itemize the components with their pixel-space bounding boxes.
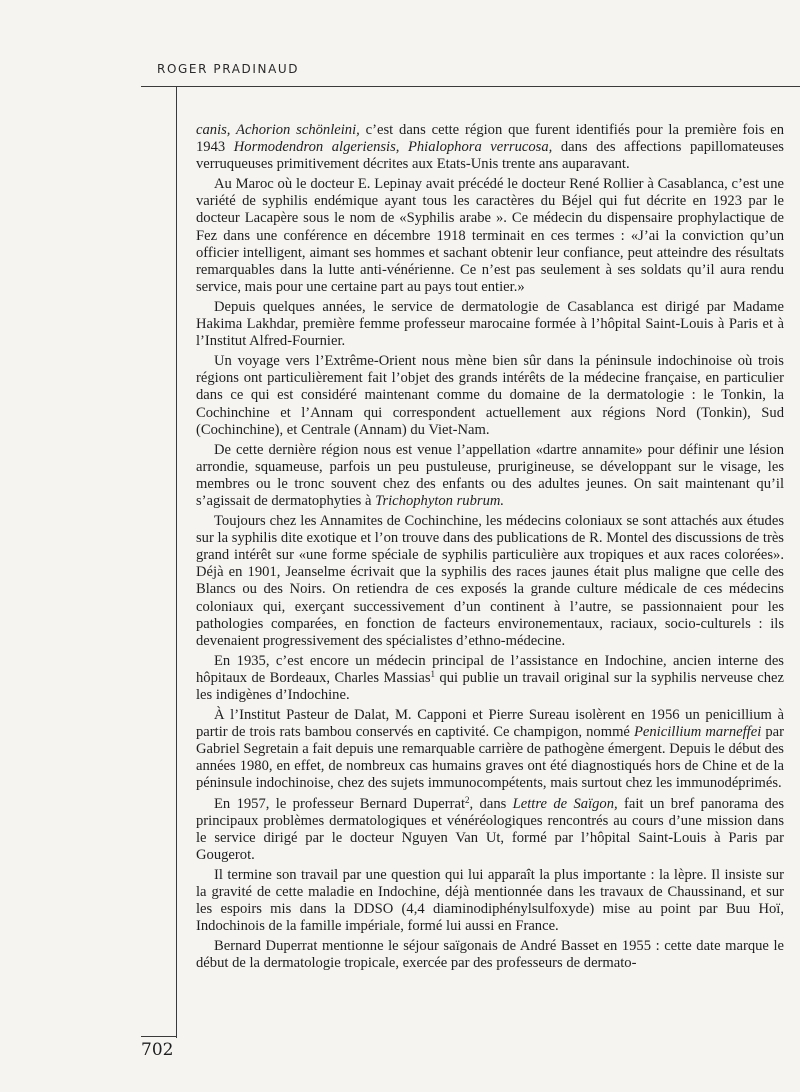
page-number: 702 (141, 1040, 174, 1060)
running-head: ROGER PRADINAUD (157, 62, 300, 76)
text-run: Depuis quelques années, le service de dermatologie de Casablanca est dirigé par Madame Hakima Lakhdar, première femme professeur marocaine formée à l’hôpital Saint-Louis à Paris et à l’Institut Alfred-Fournier. (196, 298, 784, 350)
paragraph (196, 176, 784, 296)
paragraph (196, 353, 784, 438)
paragraph (196, 707, 784, 792)
italic-run: canis, Achorion schönleini, (196, 122, 360, 138)
text-run: dans des affections papillomateuses verruqueuses primitivement décrites aux Etats-Unis trente ans auparavant. (196, 139, 784, 173)
text-run: À l’Institut Pasteur de Dalat, M. Capponi et Pierre Sureau isolèrent en 1956 un penicillium à partir de trois rats bambou conservés en captivité. Ce champigon, nommé (196, 707, 784, 741)
paragraph (196, 653, 784, 704)
paragraph (196, 442, 784, 510)
text-run: par Gabriel Segretain a fait depuis une remarquable carrière de pathogène émergent. Depuis le début des années 1980, en effet, de nombreux cas humains graves ont été diagnostiqués hors de Chine et de la péninsule indochinoise, chez des sujets immunocompétents, mais surtout chez les immunodéprimés. (196, 724, 784, 792)
footer-rule (141, 1036, 177, 1037)
text-run: Bernard Duperrat mentionne le séjour saïgonais de André Basset en 1955 : cette date marque le début de la dermatologie tropicale, exercée par des professeurs de dermato- (196, 938, 784, 972)
text-run: Toujours chez les Annamites de Cochinchine, les médecins coloniaux se sont attachés aux études sur la syphilis dite exotique et l’on trouve dans des publications de R. Montel des discussions de très grand intérêt sur «une forme spéciale de syphilis particulière aux tropiques et aux races colorées». Déjà en 1901, Jeanselme écrivait que la syphilis des races jaunes était plus maligne que celle des Blancs ou des Noirs. On retiendra de ces exposés la grande culture médicale de ces médecins coloniaux qui, exerçant successivement d’un continent à l’autre, se passionnaient pour les pathologies comparées, en fonction de facteurs environementaux, raciaux, socio-culturels : ils devenaient progressivement des spécialistes d’ethno-médecine. (196, 513, 784, 649)
paragraph (196, 867, 784, 935)
paragraph (196, 513, 784, 650)
text-run: Il termine son travail par une question qui lui apparaît la plus importante : la lèpre. Il insiste sur la gravité de cette maladie en Indochine, déjà mentionnée dans les travaux de Chaussinand, et sur les espoirs mis dans la DDSO (4,4 diaminodiphénylsulfoxyde) mise au point par Buu Hoï, Indochinois de la famille impériale, formé lui aussi en France. (196, 866, 784, 935)
body-text (196, 122, 784, 976)
margin-rule (176, 86, 177, 1038)
text-run: fait un bref panorama des principaux problèmes dermatologiques et vénéréologiques rencontrés au cours d’une mission dans le service dirigé par le docteur Nguyen Van Ut, formé par l’hôpital Saint-Louis à Paris par Gougerot. (196, 795, 784, 863)
italic-run: Penicillium marneffei (633, 724, 762, 741)
text-run: Au Maroc où le docteur E. Lepinay avait précédé le docteur René Rollier à Casablanca, c’est une variété de syphilis endémique ayant tous les caractères du Béjel qui fut décrite en 1923 par le docteur Lacapère sous le nom de «Syphilis arabe ». Ce médecin du dispensaire prophylactique de Fez dans une conférence en décembre 1918 terminait en ces termes : «J’ai la conviction qu’un officier intelligent, aimant ses hommes et sachant obtenir leur confiance, peut atteindre des résultats remarquables dans la lutte anti-vénérienne. Ce n’est pas seulement à ses soldats qu’il aura rendu service, mais pour une certaine part au pays tout entier.» (196, 176, 784, 295)
paragraph (196, 122, 784, 173)
header-rule (141, 86, 800, 87)
text-run: En 1935, c’est encore un médecin principal de l’assistance en Indochine, ancien interne des hôpitaux de Bordeaux, Charles Massias (196, 652, 784, 686)
text-run: Un voyage vers l’Extrême-Orient nous mène bien sûr dans la péninsule indochinoise où trois régions ont particulièrement fait l’objet des grands intérêts de la médecine française, en particulier dans ce qui est considéré maintenant comme du domaine de la dermatologie : le Tonkin, la Cochinchine et l’Annam qui correspondent actuellement aux régions Nord (Tonkin), Sud (Cochinchine), et Centrale (Annam) du Viet-Nam. (196, 353, 784, 438)
paragraph (196, 938, 784, 972)
footnote-ref: 2 (465, 794, 470, 805)
italic-run: Trichophyton rubrum. (375, 492, 505, 509)
text-run: qui publie un travail original sur la syphilis nerveuse chez les indigènes d’Indochine. (196, 669, 784, 703)
paragraph (196, 796, 784, 864)
text-run: En 1957, le professeur Bernard Duperrat (214, 795, 466, 812)
text-run: c’est dans cette région que furent identifiés pour la première fois en 1943 (196, 122, 784, 156)
italic-run: Lettre de Saïgon, (512, 795, 618, 812)
text-run: De cette dernière région nous est venue l’appellation «dartre annamite» pour définir une lésion arrondie, squameuse, parfois un peu pustuleuse, prurigineuse, se développant sur le visage, les membres ou le tronc souvent chez des enfants ou des adultes jeunes. On sait maintenant qu’il s’agissait de dermatophyties à (196, 441, 784, 509)
text-run: , dans (469, 795, 513, 812)
italic-run: Hormodendron algeriensis, Phialophora verrucosa, (233, 139, 553, 156)
footnote-ref: 1 (430, 668, 436, 679)
paragraph (196, 299, 784, 350)
